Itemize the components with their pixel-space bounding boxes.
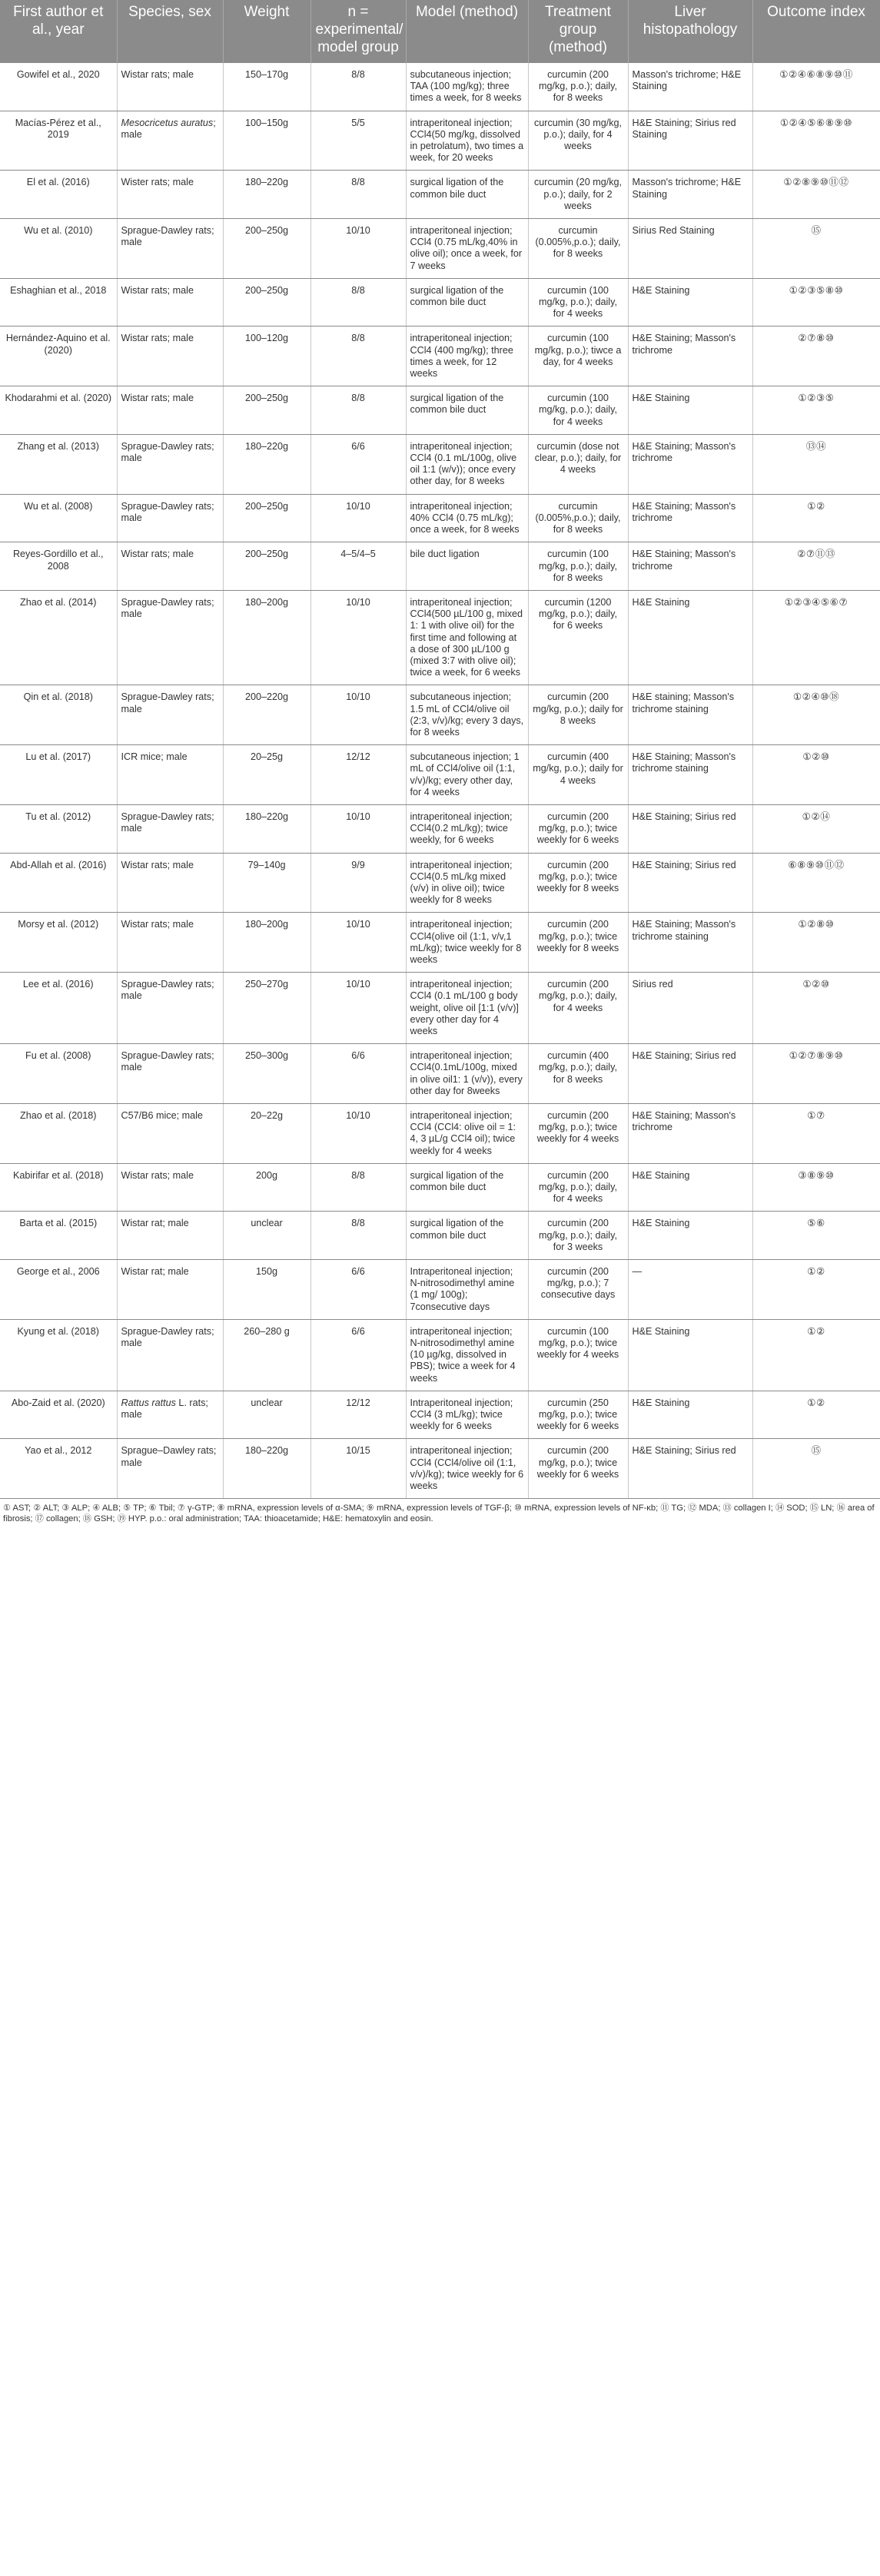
weight-cell: 200–250g bbox=[223, 278, 310, 327]
author-cell: Abo-Zaid et al. (2020) bbox=[0, 1391, 117, 1439]
model-cell: surgical ligation of the common bile duct bbox=[406, 171, 528, 219]
species-cell: Wistar rats; male bbox=[117, 278, 223, 327]
weight-cell: 250–270g bbox=[223, 973, 310, 1044]
table-row bbox=[0, 913, 880, 973]
weight-cell: unclear bbox=[223, 1391, 310, 1439]
outcome-cell: ⑮ bbox=[752, 1439, 880, 1499]
model-cell: intraperitoneal injection; CCl4(50 mg/kg, dissolved in petrolatum), two times a week, for 20 weeks bbox=[406, 111, 528, 171]
outcome-cell: ③⑧⑨⑩ bbox=[752, 1163, 880, 1212]
author-cell: Lu et al. (2017) bbox=[0, 745, 117, 805]
model-cell: intraperitoneal injection; CCl4(0.5 mL/kg mixed (v/v) in olive oil); twice weekly for 8 weeks bbox=[406, 853, 528, 913]
author-cell: Fu et al. (2008) bbox=[0, 1044, 117, 1104]
header-treatment: Treatment group (method) bbox=[528, 0, 628, 63]
group-size-cell: 8/8 bbox=[310, 63, 406, 111]
header-row bbox=[0, 0, 880, 63]
group-size-cell: 10/10 bbox=[310, 219, 406, 279]
outcome-cell: ⑮ bbox=[752, 219, 880, 279]
species-cell: ICR mice; male bbox=[117, 745, 223, 805]
model-cell: surgical ligation of the common bile duct bbox=[406, 1212, 528, 1260]
group-size-cell: 6/6 bbox=[310, 1260, 406, 1320]
weight-cell: 20–25g bbox=[223, 745, 310, 805]
table-row bbox=[0, 63, 880, 111]
model-cell: intraperitoneal injection; CCl4(500 µL/100 g, mixed 1: 1 with olive oil) for the first time and following at a dose of 300 µL/100 g (mixed 3:7 with olive oil); twice a week, for 6 weeks bbox=[406, 590, 528, 685]
weight-cell: 250–300g bbox=[223, 1044, 310, 1104]
group-size-cell: 9/9 bbox=[310, 853, 406, 913]
histopathology-cell: H&E Staining; Masson's trichrome bbox=[628, 542, 752, 591]
author-cell: Abd-Allah et al. (2016) bbox=[0, 853, 117, 913]
treatment-cell: curcumin (1200 mg/kg, p.o.); daily, for 6 weeks bbox=[528, 590, 628, 685]
histopathology-cell: H&E staining; Masson's trichrome staining bbox=[628, 685, 752, 745]
outcome-cell: ①② bbox=[752, 494, 880, 542]
table-row bbox=[0, 685, 880, 745]
header-author: First author et al., year bbox=[0, 0, 117, 63]
author-cell: Macías-Pérez et al., 2019 bbox=[0, 111, 117, 171]
weight-cell: 180–220g bbox=[223, 804, 310, 853]
table-row bbox=[0, 494, 880, 542]
group-size-cell: 10/10 bbox=[310, 973, 406, 1044]
group-size-cell: 4–5/4–5 bbox=[310, 542, 406, 591]
outcome-cell: ①② bbox=[752, 1319, 880, 1391]
weight-cell: 200–220g bbox=[223, 685, 310, 745]
model-cell: surgical ligation of the common bile duct bbox=[406, 386, 528, 435]
table-row bbox=[0, 804, 880, 853]
header-n: n = experimental/ model group bbox=[310, 0, 406, 63]
weight-cell: 150–170g bbox=[223, 63, 310, 111]
histopathology-cell: H&E Staining; Masson's trichrome staining bbox=[628, 913, 752, 973]
species-cell: Wistar rats; male bbox=[117, 1163, 223, 1212]
group-size-cell: 10/10 bbox=[310, 494, 406, 542]
table-row bbox=[0, 1439, 880, 1499]
table-row bbox=[0, 1260, 880, 1320]
model-cell: bile duct ligation bbox=[406, 542, 528, 591]
author-cell: Zhang et al. (2013) bbox=[0, 434, 117, 494]
author-cell: Eshaghian et al., 2018 bbox=[0, 278, 117, 327]
model-cell: subcutaneous injection; 1 mL of CCl4/olive oil (1:1, v/v)/kg; every other day, for 4 weeks bbox=[406, 745, 528, 805]
species-cell: Mesocricetus auratus; male bbox=[117, 111, 223, 171]
species-cell: Wistar rats; male bbox=[117, 853, 223, 913]
species-cell: Wistar rats; male bbox=[117, 913, 223, 973]
weight-cell: 200–250g bbox=[223, 386, 310, 435]
treatment-cell: curcumin (20 mg/kg, p.o.); daily, for 2 weeks bbox=[528, 171, 628, 219]
header-outcome: Outcome index bbox=[752, 0, 880, 63]
group-size-cell: 10/10 bbox=[310, 913, 406, 973]
outcome-cell: ①②④⑥⑧⑨⑩⑪ bbox=[752, 63, 880, 111]
author-cell: Morsy et al. (2012) bbox=[0, 913, 117, 973]
histopathology-cell: H&E Staining bbox=[628, 1163, 752, 1212]
outcome-cell: ①②⑭ bbox=[752, 804, 880, 853]
species-cell: Wistar rat; male bbox=[117, 1260, 223, 1320]
weight-cell: 200g bbox=[223, 1163, 310, 1212]
weight-cell: 180–220g bbox=[223, 434, 310, 494]
histopathology-cell: H&E Staining; Sirius red bbox=[628, 1439, 752, 1499]
treatment-cell: curcumin (200 mg/kg, p.o.); twice weekly for 8 weeks bbox=[528, 913, 628, 973]
table-row bbox=[0, 1104, 880, 1164]
treatment-cell: curcumin (100 mg/kg, p.o.); daily, for 4 weeks bbox=[528, 278, 628, 327]
species-cell: Sprague-Dawley rats; male bbox=[117, 1319, 223, 1391]
model-cell: intraperitoneal injection; CCl4(0.1mL/100g, mixed in olive oil1: 1 (v/v)), every other day for 8weeks bbox=[406, 1044, 528, 1104]
author-cell: Yao et al., 2012 bbox=[0, 1439, 117, 1499]
weight-cell: 200–250g bbox=[223, 494, 310, 542]
species-cell: Sprague-Dawley rats; male bbox=[117, 219, 223, 279]
author-cell: Hernández-Aquino et al. (2020) bbox=[0, 327, 117, 386]
outcome-cell: ⑥⑧⑨⑩⑪⑫ bbox=[752, 853, 880, 913]
treatment-cell: curcumin (200 mg/kg, p.o.); 7 consecutive days bbox=[528, 1260, 628, 1320]
species-cell: Sprague–Dawley rats; male bbox=[117, 1439, 223, 1499]
weight-cell: 20–22g bbox=[223, 1104, 310, 1164]
weight-cell: 100–120g bbox=[223, 327, 310, 386]
header-weight: Weight bbox=[223, 0, 310, 63]
treatment-cell: curcumin (100 mg/kg, p.o.); daily, for 4 weeks bbox=[528, 386, 628, 435]
outcome-cell: ②⑦⑪⑬ bbox=[752, 542, 880, 591]
species-latin-name: Rattus rattus bbox=[121, 1397, 176, 1408]
weight-cell: unclear bbox=[223, 1212, 310, 1260]
author-cell: Gowifel et al., 2020 bbox=[0, 63, 117, 111]
author-cell: Zhao et al. (2018) bbox=[0, 1104, 117, 1164]
group-size-cell: 10/10 bbox=[310, 1104, 406, 1164]
treatment-cell: curcumin (400 mg/kg, p.o.); daily, for 8 weeks bbox=[528, 1044, 628, 1104]
header-histopathology: Liver histopathology bbox=[628, 0, 752, 63]
treatment-cell: curcumin (200 mg/kg, p.o.); twice weekly for 4 weeks bbox=[528, 1104, 628, 1164]
treatment-cell: curcumin (200 mg/kg, p.o.); daily, for 4 weeks bbox=[528, 973, 628, 1044]
outcome-cell: ②⑦⑧⑩ bbox=[752, 327, 880, 386]
group-size-cell: 8/8 bbox=[310, 327, 406, 386]
group-size-cell: 5/5 bbox=[310, 111, 406, 171]
table-row bbox=[0, 219, 880, 279]
species-cell: Sprague-Dawley rats; male bbox=[117, 434, 223, 494]
species-cell: Wistar rats; male bbox=[117, 63, 223, 111]
author-cell: Wu et al. (2010) bbox=[0, 219, 117, 279]
table-row bbox=[0, 327, 880, 386]
model-cell: subcutaneous injection; TAA (100 mg/kg); three times a week, for 8 weeks bbox=[406, 63, 528, 111]
model-cell: intraperitoneal injection; 40% CCl4 (0.75 mL/kg); once a week, for 8 weeks bbox=[406, 494, 528, 542]
model-cell: surgical ligation of the common bile duct bbox=[406, 278, 528, 327]
model-cell: intraperitoneal injection; CCl4 (0.1 mL/100g, olive oil 1:1 (w/v)); once every other day, for 8 weeks bbox=[406, 434, 528, 494]
histopathology-cell: — bbox=[628, 1260, 752, 1320]
author-cell: Zhao et al. (2014) bbox=[0, 590, 117, 685]
outcome-cell: ①② bbox=[752, 1391, 880, 1439]
treatment-cell: curcumin (0.005%,p.o.); daily, for 8 weeks bbox=[528, 219, 628, 279]
group-size-cell: 10/10 bbox=[310, 590, 406, 685]
model-cell: Intraperitoneal injection; N-nitrosodimethyl amine (1 mg/ 100g); 7consecutive days bbox=[406, 1260, 528, 1320]
histopathology-cell: H&E Staining; Masson's trichrome bbox=[628, 1104, 752, 1164]
group-size-cell: 8/8 bbox=[310, 1163, 406, 1212]
species-cell: Wistar rat; male bbox=[117, 1212, 223, 1260]
table-row bbox=[0, 542, 880, 591]
header-model: Model (method) bbox=[406, 0, 528, 63]
model-cell: intraperitoneal injection; CCl4 (0.1 mL/100 g body weight, olive oil [1:1 (v/v)] every other day for 4 weeks bbox=[406, 973, 528, 1044]
species-cell: Wister rats; male bbox=[117, 171, 223, 219]
model-cell: intraperitoneal injection; CCl4 (CCl4: olive oil = 1: 4, 3 µL/g CCl4 oil); twice weekly for 4 weeks bbox=[406, 1104, 528, 1164]
group-size-cell: 6/6 bbox=[310, 1044, 406, 1104]
outcome-cell: ①②⑧⑨⑩⑪⑫ bbox=[752, 171, 880, 219]
weight-cell: 180–200g bbox=[223, 913, 310, 973]
histopathology-cell: H&E Staining bbox=[628, 590, 752, 685]
author-cell: Kabirifar et al. (2018) bbox=[0, 1163, 117, 1212]
group-size-cell: 10/10 bbox=[310, 804, 406, 853]
model-cell: intraperitoneal injection; CCl4(olive oil (1:1, v/v,1 mL/kg); twice weekly for 8 weeks bbox=[406, 913, 528, 973]
table-row bbox=[0, 745, 880, 805]
group-size-cell: 10/15 bbox=[310, 1439, 406, 1499]
treatment-cell: curcumin (0.005%,p.o.); daily, for 8 weeks bbox=[528, 494, 628, 542]
outcome-cell: ①②⑦⑧⑨⑩ bbox=[752, 1044, 880, 1104]
author-cell: El et al. (2016) bbox=[0, 171, 117, 219]
histopathology-cell: H&E Staining; Sirius red Staining bbox=[628, 111, 752, 171]
species-cell: Sprague-Dawley rats; male bbox=[117, 804, 223, 853]
treatment-cell: curcumin (200 mg/kg, p.o.); daily, for 3 weeks bbox=[528, 1212, 628, 1260]
histopathology-cell: H&E Staining; Sirius red bbox=[628, 804, 752, 853]
treatment-cell: curcumin (100 mg/kg, p.o.); tiwce a day, for 4 weeks bbox=[528, 327, 628, 386]
table-row bbox=[0, 1391, 880, 1439]
model-cell: Intraperitoneal injection; CCl4 (3 mL/kg); twice weekly for 6 weeks bbox=[406, 1391, 528, 1439]
outcome-cell: ①② bbox=[752, 1260, 880, 1320]
treatment-cell: curcumin (250 mg/kg, p.o.); twice weekly for 6 weeks bbox=[528, 1391, 628, 1439]
treatment-cell: curcumin (200 mg/kg, p.o.); daily for 8 weeks bbox=[528, 685, 628, 745]
treatment-cell: curcumin (200 mg/kg, p.o.); twice weekly for 6 weeks bbox=[528, 804, 628, 853]
table-row bbox=[0, 111, 880, 171]
outcome-cell: ⑬⑭ bbox=[752, 434, 880, 494]
model-cell: intraperitoneal injection; CCl4(0.2 mL/kg); twice weekly, for 6 weeks bbox=[406, 804, 528, 853]
species-cell: Rattus rattus L. rats; male bbox=[117, 1391, 223, 1439]
table-row bbox=[0, 1044, 880, 1104]
species-cell: C57/B6 mice; male bbox=[117, 1104, 223, 1164]
group-size-cell: 8/8 bbox=[310, 1212, 406, 1260]
outcome-cell: ①②③④⑤⑥⑦ bbox=[752, 590, 880, 685]
species-cell: Sprague-Dawley rats; male bbox=[117, 973, 223, 1044]
histopathology-cell: H&E Staining bbox=[628, 1212, 752, 1260]
model-cell: intraperitoneal injection; N-nitrosodimethyl amine (10 µg/kg, dissolved in PBS); twice a week for 4 weeks bbox=[406, 1319, 528, 1391]
weight-cell: 260–280 g bbox=[223, 1319, 310, 1391]
author-cell: Kyung et al. (2018) bbox=[0, 1319, 117, 1391]
histopathology-cell: Masson's trichrome; H&E Staining bbox=[628, 63, 752, 111]
outcome-cell: ①②⑧⑩ bbox=[752, 913, 880, 973]
table-row bbox=[0, 434, 880, 494]
weight-cell: 200–250g bbox=[223, 542, 310, 591]
outcome-cell: ⑤⑥ bbox=[752, 1212, 880, 1260]
treatment-cell: curcumin (200 mg/kg, p.o.); twice weekly for 8 weeks bbox=[528, 853, 628, 913]
species-cell: Wistar rats; male bbox=[117, 386, 223, 435]
table-row bbox=[0, 386, 880, 435]
table-footnote: ① AST; ② ALT; ③ ALP; ④ ALB; ⑤ TP; ⑥ Tbil; ⑦ γ-GTP; ⑧ mRNA, expression levels of α-SMA; ⑨ mRNA, expression levels of TGF-β; ⑩ mRNA, expression levels of NF-κb; ⑪ TG; ⑫ MDA; ⑬ collagen I; ⑭ SOD; ⑮ LN; ⑯ area of fibrosis; ⑰ collagen; ⑱ GSH; ⑲ HYP. p.o.: oral administration; TAA: thioacetamide; H&E: hematoxylin and eosin. bbox=[3, 1503, 875, 1524]
treatment-cell: curcumin (200 mg/kg, p.o.); daily, for 8 weeks bbox=[528, 63, 628, 111]
species-cell: Wistar rats; male bbox=[117, 542, 223, 591]
outcome-cell: ①②③⑤ bbox=[752, 386, 880, 435]
group-size-cell: 8/8 bbox=[310, 386, 406, 435]
outcome-cell: ①②④⑤⑥⑧⑨⑩ bbox=[752, 111, 880, 171]
histopathology-cell: Masson's trichrome; H&E Staining bbox=[628, 171, 752, 219]
treatment-cell: curcumin (200 mg/kg, p.o.); twice weekly for 6 weeks bbox=[528, 1439, 628, 1499]
outcome-cell: ①②④⑩⑱ bbox=[752, 685, 880, 745]
model-cell: intraperitoneal injection; CCl4 (400 mg/kg); three times a week, for 12 weeks bbox=[406, 327, 528, 386]
group-size-cell: 10/10 bbox=[310, 685, 406, 745]
weight-cell: 180–200g bbox=[223, 590, 310, 685]
table-row bbox=[0, 590, 880, 685]
author-cell: Qin et al. (2018) bbox=[0, 685, 117, 745]
table-row bbox=[0, 1163, 880, 1212]
species-latin-name: Mesocricetus auratus bbox=[121, 117, 214, 128]
treatment-cell: curcumin (100 mg/kg, p.o.); twice weekly for 4 weeks bbox=[528, 1319, 628, 1391]
weight-cell: 100–150g bbox=[223, 111, 310, 171]
weight-cell: 79–140g bbox=[223, 853, 310, 913]
table-row bbox=[0, 1212, 880, 1260]
outcome-cell: ①⑦ bbox=[752, 1104, 880, 1164]
treatment-cell: curcumin (200 mg/kg, p.o.); daily, for 4 weeks bbox=[528, 1163, 628, 1212]
header-species: Species, sex bbox=[117, 0, 223, 63]
table-row bbox=[0, 171, 880, 219]
histopathology-cell: Sirius red bbox=[628, 973, 752, 1044]
histopathology-cell: H&E Staining bbox=[628, 1391, 752, 1439]
group-size-cell: 12/12 bbox=[310, 745, 406, 805]
histopathology-cell: H&E Staining bbox=[628, 278, 752, 327]
author-cell: Lee et al. (2016) bbox=[0, 973, 117, 1044]
treatment-cell: curcumin (30 mg/kg, p.o.); daily, for 4 weeks bbox=[528, 111, 628, 171]
model-cell: intraperitoneal injection; CCl4 (CCl4/olive oil (1:1, v/v)/kg); twice weekly for 6 weeks bbox=[406, 1439, 528, 1499]
group-size-cell: 12/12 bbox=[310, 1391, 406, 1439]
weight-cell: 150g bbox=[223, 1260, 310, 1320]
table-row bbox=[0, 278, 880, 327]
species-cell: Sprague-Dawley rats; male bbox=[117, 685, 223, 745]
species-cell: Sprague-Dawley rats; male bbox=[117, 1044, 223, 1104]
species-cell: Sprague-Dawley rats; male bbox=[117, 494, 223, 542]
group-size-cell: 8/8 bbox=[310, 171, 406, 219]
model-cell: intraperitoneal injection; CCl4 (0.75 mL/kg,40% in olive oil); once a week, for 7 weeks bbox=[406, 219, 528, 279]
model-cell: subcutaneous injection; 1.5 mL of CCl4/olive oil (2:3, v/v)/kg; every 3 days, for 8 weeks bbox=[406, 685, 528, 745]
author-cell: Khodarahmi et al. (2020) bbox=[0, 386, 117, 435]
table-row bbox=[0, 1319, 880, 1391]
group-size-cell: 6/6 bbox=[310, 1319, 406, 1391]
weight-cell: 180–220g bbox=[223, 1439, 310, 1499]
weight-cell: 200–250g bbox=[223, 219, 310, 279]
author-cell: Wu et al. (2008) bbox=[0, 494, 117, 542]
histopathology-cell: H&E Staining; Masson's trichrome bbox=[628, 434, 752, 494]
author-cell: Tu et al. (2012) bbox=[0, 804, 117, 853]
weight-cell: 180–220g bbox=[223, 171, 310, 219]
histopathology-cell: H&E Staining; Masson's trichrome bbox=[628, 494, 752, 542]
outcome-cell: ①②⑩ bbox=[752, 973, 880, 1044]
model-cell: surgical ligation of the common bile duct bbox=[406, 1163, 528, 1212]
group-size-cell: 8/8 bbox=[310, 278, 406, 327]
treatment-cell: curcumin (100 mg/kg, p.o.); daily, for 8 weeks bbox=[528, 542, 628, 591]
table-row bbox=[0, 973, 880, 1044]
histopathology-cell: Sirius Red Staining bbox=[628, 219, 752, 279]
outcome-cell: ①②③⑤⑧⑩ bbox=[752, 278, 880, 327]
outcome-cell: ①②⑩ bbox=[752, 745, 880, 805]
histopathology-cell: H&E Staining; Sirius red bbox=[628, 1044, 752, 1104]
species-cell: Sprague-Dawley rats; male bbox=[117, 590, 223, 685]
histopathology-cell: H&E Staining bbox=[628, 386, 752, 435]
treatment-cell: curcumin (dose not clear, p.o.); daily, for 4 weeks bbox=[528, 434, 628, 494]
histopathology-cell: H&E Staining; Masson's trichrome bbox=[628, 327, 752, 386]
histopathology-cell: H&E Staining; Masson's trichrome staining bbox=[628, 745, 752, 805]
histopathology-cell: H&E Staining bbox=[628, 1319, 752, 1391]
author-cell: George et al., 2006 bbox=[0, 1260, 117, 1320]
treatment-cell: curcumin (400 mg/kg, p.o.); daily for 4 weeks bbox=[528, 745, 628, 805]
author-cell: Barta et al. (2015) bbox=[0, 1212, 117, 1260]
histopathology-cell: H&E Staining; Sirius red bbox=[628, 853, 752, 913]
species-cell: Wistar rats; male bbox=[117, 327, 223, 386]
author-cell: Reyes-Gordillo et al., 2008 bbox=[0, 542, 117, 591]
table-row bbox=[0, 853, 880, 913]
group-size-cell: 6/6 bbox=[310, 434, 406, 494]
